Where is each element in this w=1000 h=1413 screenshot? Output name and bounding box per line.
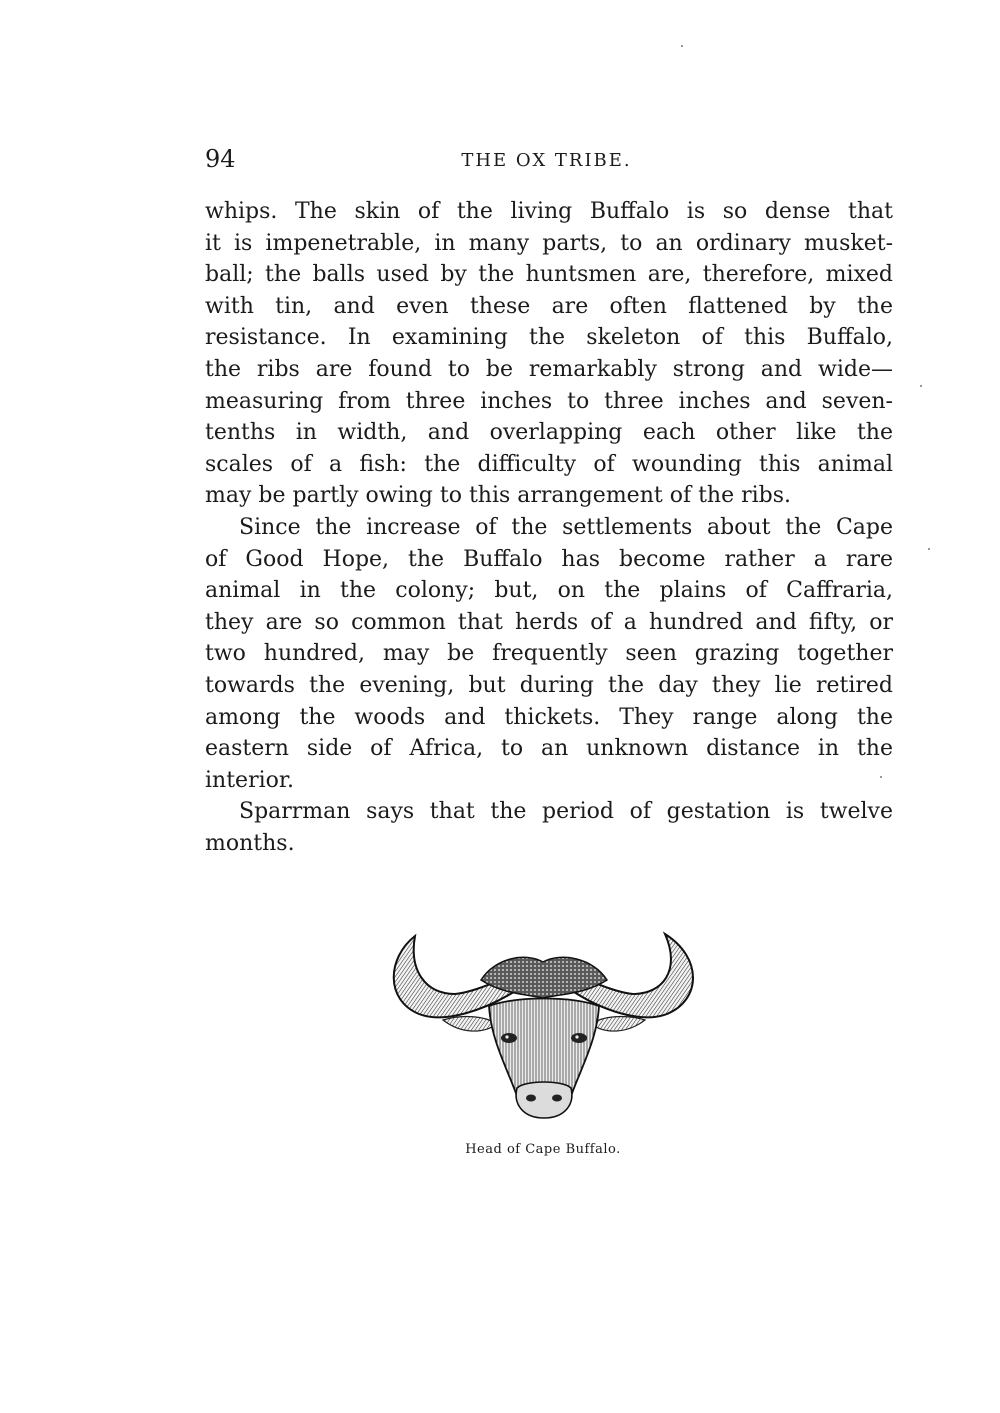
cape-buffalo-engraving (385, 928, 703, 1128)
text-line: may be partly owing to this arrangement of the ribs. (205, 483, 792, 509)
figure-caption: Head of Cape Buffalo. (465, 1142, 621, 1157)
text-line: measuring from three inches to three inches and seven- (205, 388, 893, 414)
text-line: among the woods and thickets. They range along the (205, 704, 893, 730)
text-line: Since the increase of the settlements about the Cape (239, 514, 893, 540)
buffalo-head-illustration (385, 928, 703, 1128)
paragraph (205, 512, 893, 796)
text-line: resistance. In examining the skeleton of this Buffalo, (205, 325, 893, 351)
text-line: tenths in width, and overlapping each other like the (205, 420, 893, 446)
scan-speck (681, 45, 683, 47)
text-line: interior. (205, 767, 294, 793)
text-line: months. (205, 830, 295, 856)
text-line: animal in the colony; but, on the plains of Caffraria, (205, 578, 893, 604)
text-line: scales of a fish: the difficulty of wounding this animal (205, 451, 893, 477)
paragraph (205, 196, 893, 512)
text-line: it is impenetrable, in many parts, to an ordinary musket- (205, 230, 893, 256)
scan-speck (880, 776, 882, 778)
text-line: eastern side of Africa, to an unknown distance in the (205, 736, 893, 762)
text-line: two hundred, may be frequently seen grazing together (205, 641, 893, 667)
text-line: ball; the balls used by the huntsmen are, therefore, mixed (205, 262, 893, 288)
scan-speck (928, 548, 930, 550)
text-line: towards the evening, but during the day they lie retired (205, 672, 893, 698)
page-number: 94 (205, 145, 236, 173)
scan-speck (920, 385, 922, 387)
text-line: the ribs are found to be remarkably strong and wide— (205, 356, 893, 382)
text-line: of Good Hope, the Buffalo has become rather a rare (205, 546, 893, 572)
text-line: with tin, and even these are often flattened by the (205, 293, 893, 319)
text-line: Sparrman says that the period of gestation is twelve (239, 799, 893, 825)
paragraph (205, 796, 893, 859)
text-line: they are so common that herds of a hundred and fifty, or (205, 609, 893, 635)
running-head: THE OX TRIBE. (461, 150, 632, 171)
body-text (205, 196, 893, 859)
text-line: whips. The skin of the living Buffalo is so dense that (205, 199, 893, 224)
